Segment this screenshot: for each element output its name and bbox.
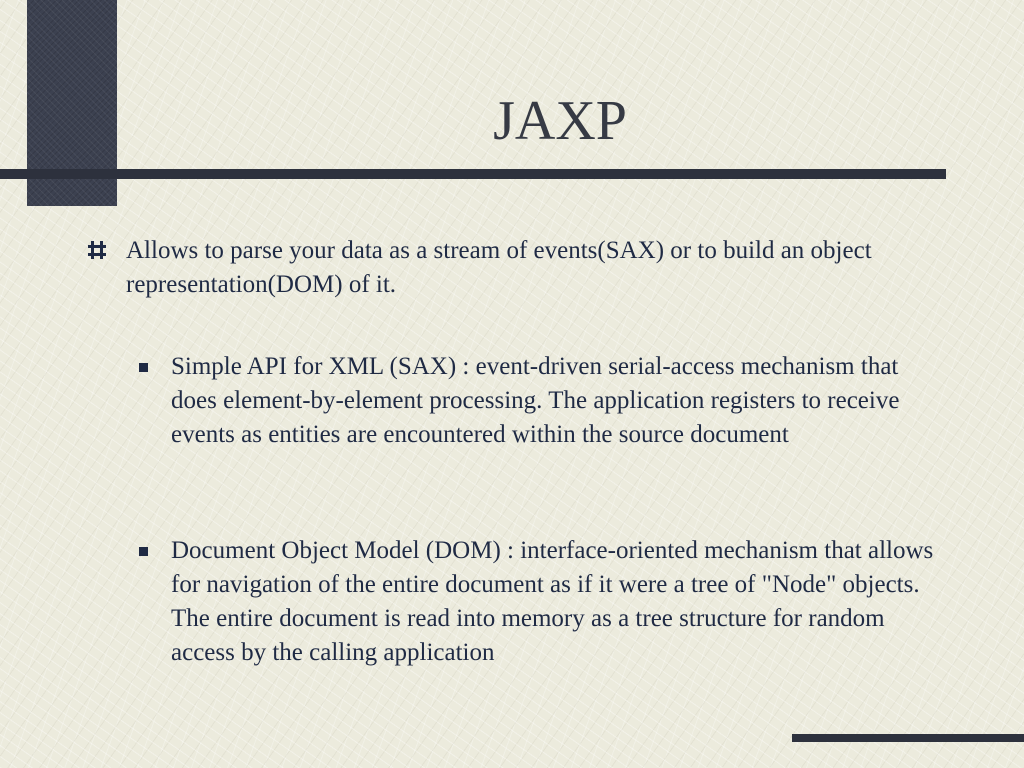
hash-bullet-icon	[86, 239, 108, 261]
sub-bullet-dom	[171, 534, 946, 670]
main-bullet-text: Allows to parse your data as a stream of events(SAX) or to build an object representation(DOM) of it.	[126, 237, 872, 298]
sub-bullet-text: Simple API for XML (SAX) : event-driven serial-access mechanism that does element-by-element processing. The application registers to receive events as entities are encountered within the source document	[171, 353, 900, 448]
sub-bullet-text: Document Object Model (DOM) : interface-oriented mechanism that allows for navigation of the entire document as if it were a tree of "Node" objects. The entire document is read into memory as a tree structure for random access by the calling application	[171, 537, 934, 666]
slide-title: JAXP	[493, 90, 627, 152]
main-bullet	[126, 234, 906, 302]
square-bullet-icon	[139, 547, 148, 556]
square-bullet-icon	[139, 363, 148, 372]
sub-bullet-sax	[171, 350, 946, 452]
